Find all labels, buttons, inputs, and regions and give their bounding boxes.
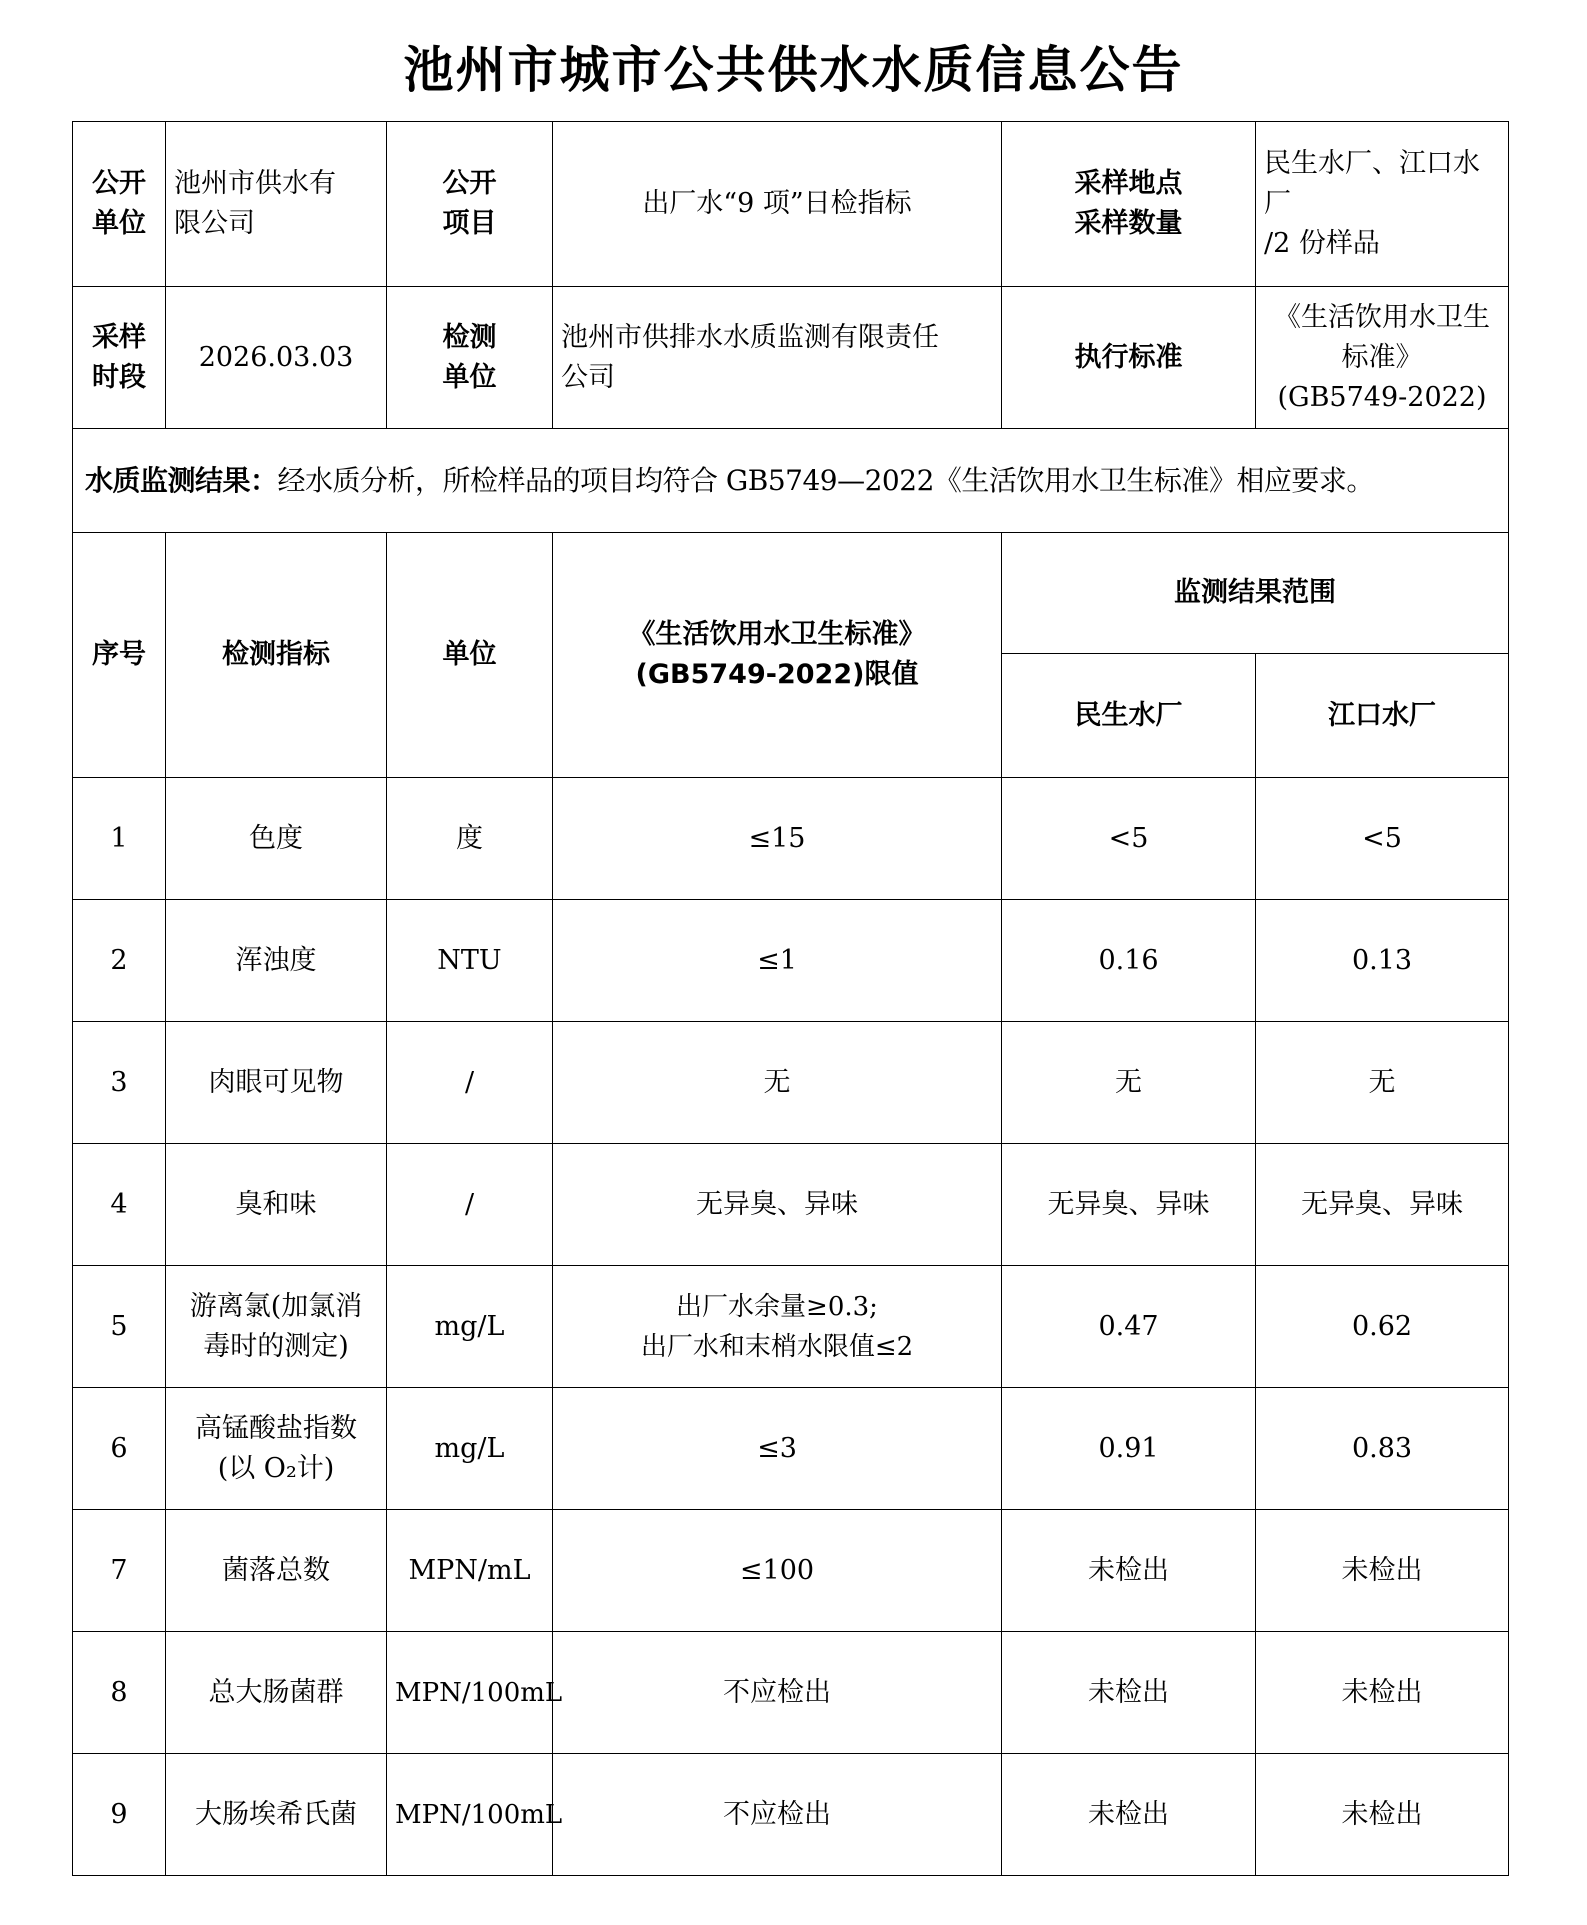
row-seq: 9 <box>73 1754 166 1876</box>
header-minsheng-plant: 民生水厂 <box>1002 654 1256 778</box>
table-row <box>73 1144 1509 1266</box>
row-seq: 7 <box>73 1510 166 1632</box>
standard-label: 执行标准 <box>1002 287 1256 429</box>
row-indicator: 游离氯(加氯消 毒时的测定) <box>166 1266 387 1388</box>
publisher-value: 池州市供水有 限公司 <box>166 122 387 287</box>
row-seq: 3 <box>73 1022 166 1144</box>
row-unit: MPN/100mL <box>387 1754 553 1876</box>
row-limit: ≤100 <box>553 1510 1002 1632</box>
row-unit: mg/L <box>387 1388 553 1510</box>
table-row <box>73 1754 1509 1876</box>
row-limit: ≤15 <box>553 778 1002 900</box>
row-limit: 无异臭、异味 <box>553 1144 1002 1266</box>
header-indicator: 检测指标 <box>166 533 387 778</box>
row-limit: 不应检出 <box>553 1632 1002 1754</box>
summary-label: 水质监测结果： <box>85 463 278 497</box>
row-minsheng-value: 0.16 <box>1002 900 1256 1022</box>
row-seq: 2 <box>73 900 166 1022</box>
row-jiangkou-value: 未检出 <box>1256 1632 1509 1754</box>
row-minsheng-value: <5 <box>1002 778 1256 900</box>
header-seq: 序号 <box>73 533 166 778</box>
row-limit: 出厂水余量≥0.3; 出厂水和末梢水限值≤2 <box>553 1266 1002 1388</box>
row-indicator: 总大肠菌群 <box>166 1632 387 1754</box>
row-minsheng-value: 无 <box>1002 1022 1256 1144</box>
info-row-1 <box>73 122 1509 287</box>
row-jiangkou-value: 未检出 <box>1256 1754 1509 1876</box>
table-row <box>73 1022 1509 1144</box>
row-minsheng-value: 0.47 <box>1002 1266 1256 1388</box>
row-jiangkou-value: 无异臭、异味 <box>1256 1144 1509 1266</box>
row-unit: / <box>387 1022 553 1144</box>
summary-cell <box>73 429 1509 533</box>
row-minsheng-value: 无异臭、异味 <box>1002 1144 1256 1266</box>
row-seq: 8 <box>73 1632 166 1754</box>
sampling-period-label: 采样 时段 <box>73 287 166 429</box>
row-seq: 5 <box>73 1266 166 1388</box>
row-jiangkou-value: 0.83 <box>1256 1388 1509 1510</box>
water-quality-table <box>72 121 1509 1876</box>
row-jiangkou-value: <5 <box>1256 778 1509 900</box>
row-unit: / <box>387 1144 553 1266</box>
info-row-2 <box>73 287 1509 429</box>
header-unit: 单位 <box>387 533 553 778</box>
row-jiangkou-value: 无 <box>1256 1022 1509 1144</box>
page-title: 池州市城市公共供水水质信息公告 <box>403 41 1184 99</box>
sampling-site-value: 民生水厂、江口水厂 /2 份样品 <box>1256 122 1509 287</box>
row-indicator: 色度 <box>166 778 387 900</box>
row-indicator: 大肠埃希氏菌 <box>166 1754 387 1876</box>
row-seq: 1 <box>73 778 166 900</box>
table-row <box>73 778 1509 900</box>
row-indicator: 高锰酸盐指数 (以 O₂计) <box>166 1388 387 1510</box>
row-jiangkou-value: 未检出 <box>1256 1510 1509 1632</box>
header-jiangkou-plant: 江口水厂 <box>1256 654 1509 778</box>
row-unit: 度 <box>387 778 553 900</box>
table-row <box>73 1388 1509 1510</box>
publisher-label: 公开 单位 <box>73 122 166 287</box>
testing-unit-label: 检测 单位 <box>387 287 553 429</box>
row-unit: MPN/100mL <box>387 1632 553 1754</box>
row-indicator: 臭和味 <box>166 1144 387 1266</box>
testing-unit-value: 池州市供排水水质监测有限责任 公司 <box>553 287 1002 429</box>
header-result-range: 监测结果范围 <box>1002 533 1509 654</box>
summary-text: 经水质分析，所检样品的项目均符合 GB5749—2022《生活饮用水卫生标准》相应要求。 <box>277 463 1374 497</box>
header-limit: 《生活饮用水卫生标准》 (GB5749-2022)限值 <box>553 533 1002 778</box>
table-row <box>73 900 1509 1022</box>
row-unit: mg/L <box>387 1266 553 1388</box>
row-jiangkou-value: 0.62 <box>1256 1266 1509 1388</box>
table-row <box>73 1632 1509 1754</box>
row-minsheng-value: 未检出 <box>1002 1510 1256 1632</box>
table-row <box>73 1510 1509 1632</box>
project-label: 公开 项目 <box>387 122 553 287</box>
row-unit: NTU <box>387 900 553 1022</box>
row-limit: 无 <box>553 1022 1002 1144</box>
row-seq: 6 <box>73 1388 166 1510</box>
standard-value: 《生活饮用水卫生标准》 (GB5749-2022) <box>1256 287 1509 429</box>
project-value: 出厂水“9 项”日检指标 <box>553 122 1002 287</box>
row-minsheng-value: 0.91 <box>1002 1388 1256 1510</box>
row-limit: ≤1 <box>553 900 1002 1022</box>
row-minsheng-value: 未检出 <box>1002 1754 1256 1876</box>
row-unit: MPN/mL <box>387 1510 553 1632</box>
row-indicator: 肉眼可见物 <box>166 1022 387 1144</box>
header-row-1 <box>73 533 1509 654</box>
row-limit: 不应检出 <box>553 1754 1002 1876</box>
sampling-site-label: 采样地点 采样数量 <box>1002 122 1256 287</box>
sampling-period-value: 2026.03.03 <box>166 287 387 429</box>
row-indicator: 浑浊度 <box>166 900 387 1022</box>
row-indicator: 菌落总数 <box>166 1510 387 1632</box>
summary-row <box>73 429 1509 533</box>
table-row <box>73 1266 1509 1388</box>
row-jiangkou-value: 0.13 <box>1256 900 1509 1022</box>
row-seq: 4 <box>73 1144 166 1266</box>
row-limit: ≤3 <box>553 1388 1002 1510</box>
row-minsheng-value: 未检出 <box>1002 1632 1256 1754</box>
